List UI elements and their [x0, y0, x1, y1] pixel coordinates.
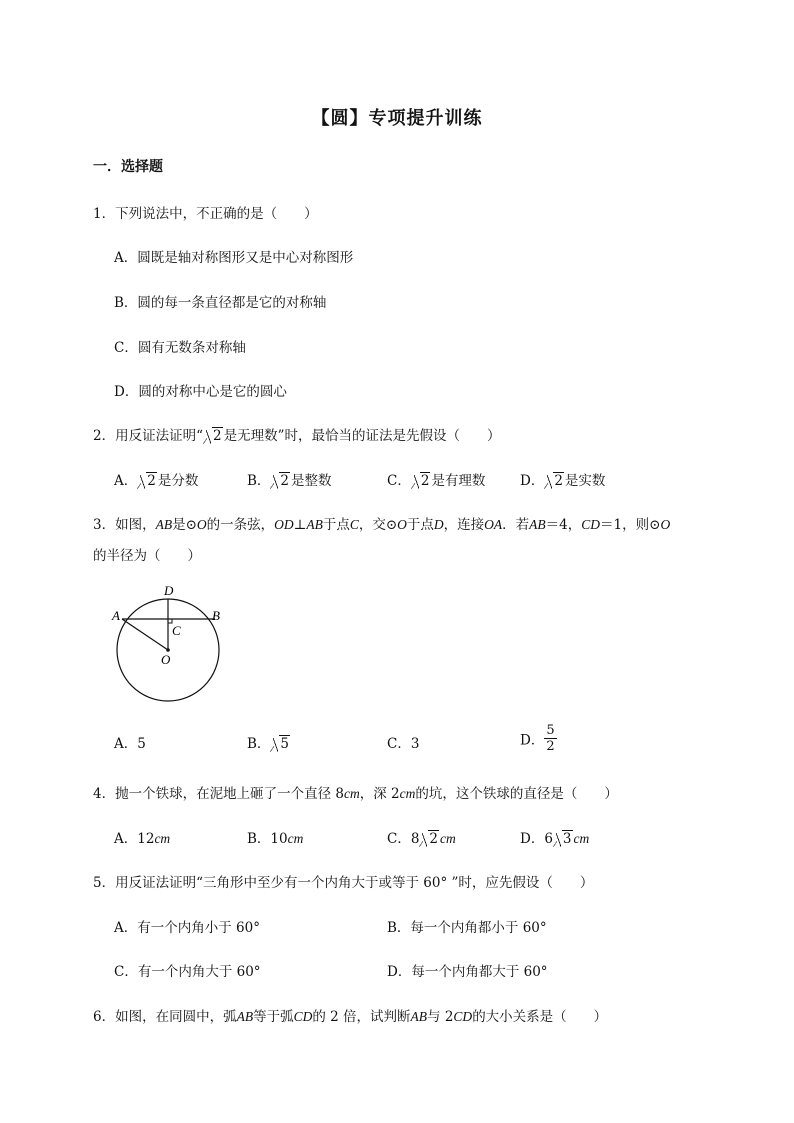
q2-option-d: D． 2 是实数	[520, 473, 606, 489]
segment-oa	[122, 619, 168, 650]
q3-option-a: A．5	[114, 736, 146, 752]
q1-option-c: C．圆有无数条对称轴	[114, 340, 246, 356]
q5-option-c: C．有一个内角大于 60°	[114, 964, 261, 980]
section-heading: 一．选择题	[93, 159, 163, 175]
question-3-stem-line1: 3．如图，AB是⊙O的一条弦，OD⊥AB于点C，交⊙O于点D，连接OA．若AB＝4，CD＝1，则⊙O	[93, 517, 671, 533]
q4-option-b: B．10cm	[247, 831, 304, 847]
question-6-stem: 6．如图，在同圆中，弧AB等于弧CD的 2 倍，试判断AB与 2CD的大小关系是（ ）	[93, 1009, 608, 1025]
q4-option-c: C．8 2 cm	[387, 831, 456, 847]
q4-option-d: D．6 3 cm	[520, 831, 590, 847]
label-o: O	[161, 652, 171, 667]
page-title: 【圆】专项提升训练	[311, 108, 483, 129]
question-2-stem: 2．用反证法证明“ 2 是无理数”时，最恰当的证法是先假设（ ）	[93, 428, 501, 444]
q4-option-a: A．12cm	[114, 831, 171, 847]
question-4-stem: 4．抛一个铁球，在泥地上砸了一个直径 8cm，深 2cm的坑，这个铁球的直径是（ ）	[93, 786, 618, 802]
q3-option-d: D． $\frac{5}{2}$	[520, 723, 555, 754]
q5-option-b: B．每一个内角都小于 60°	[387, 920, 547, 936]
label-a: A	[112, 608, 120, 623]
q2-option-c: C． 2 是有理数	[387, 473, 486, 489]
question-5-stem: 5．用反证法证明“三角形中至少有一个内角大于或等于 60° ”时，应先假设（ ）	[93, 875, 594, 891]
q5-option-a: A．有一个内角小于 60°	[114, 920, 260, 936]
q1-option-b: B．圆的每一条直径都是它的对称轴	[114, 295, 327, 311]
q3-option-b: B． 5	[247, 736, 290, 752]
question-1-stem: 1．下列说法中，不正确的是（ ）	[93, 206, 318, 222]
q1-option-a: A．圆既是轴对称图形又是中心对称图形	[114, 250, 354, 266]
q3-option-c: C．3	[387, 736, 420, 752]
sqrt-symbol: 2	[203, 428, 223, 444]
q5-option-d: D．每一个内角都大于 60°	[387, 964, 548, 980]
label-c: C	[172, 623, 181, 638]
question-3-stem-line2: 的半径为（ ）	[93, 548, 201, 564]
label-d: D	[164, 583, 174, 598]
q1-option-d: D．圆的对称中心是它的圆心	[114, 384, 287, 400]
q2-option-b: B． 2 是整数	[247, 473, 332, 489]
circle-figure	[108, 580, 238, 710]
label-b: B	[212, 608, 220, 623]
q2-option-a: A． 2 是分数	[114, 473, 199, 489]
